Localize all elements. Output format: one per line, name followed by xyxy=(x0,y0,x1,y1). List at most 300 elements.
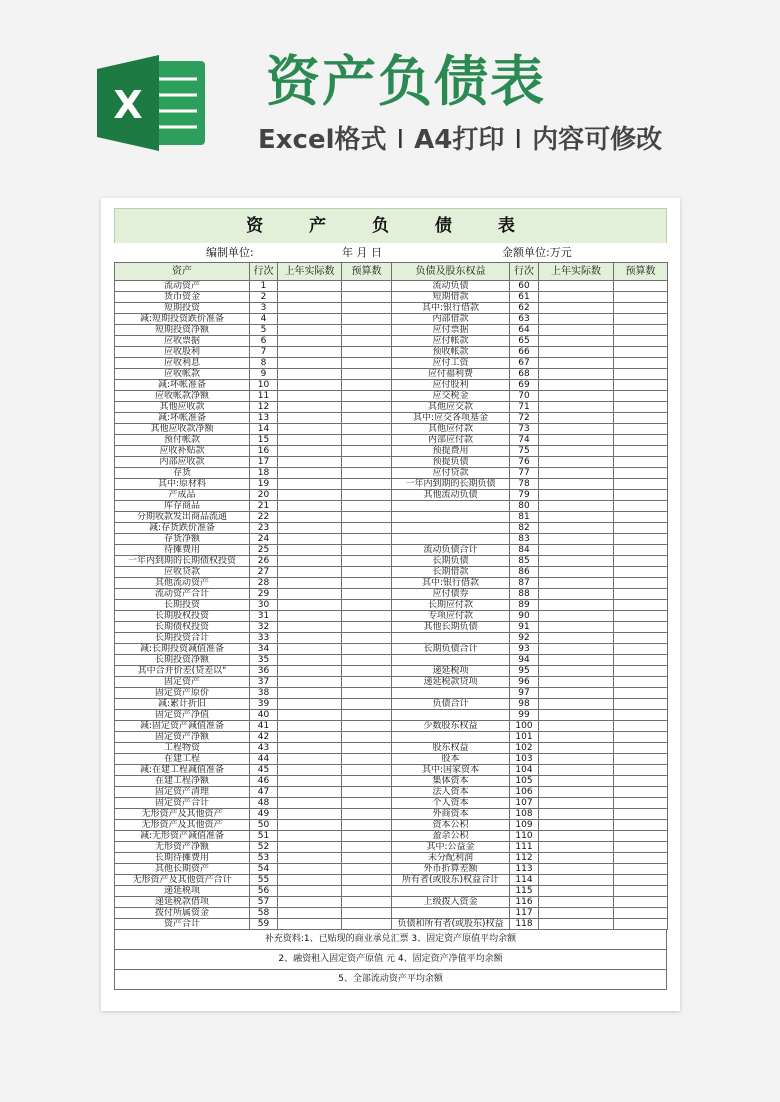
asset-prior-year-cell xyxy=(278,512,342,523)
asset-line-no-cell: 4 xyxy=(250,314,278,325)
asset-line-no-cell: 30 xyxy=(250,600,278,611)
liability-line-no-cell: 113 xyxy=(510,864,539,875)
liability-budget-cell xyxy=(614,721,668,732)
asset-prior-year-cell xyxy=(278,545,342,556)
asset-line-no-cell: 8 xyxy=(250,358,278,369)
liability-prior-year-cell xyxy=(539,347,614,358)
table-row xyxy=(115,875,668,886)
liability-prior-year-cell xyxy=(539,699,614,710)
liability-line-no-cell: 108 xyxy=(510,809,539,820)
liability-budget-cell xyxy=(614,556,668,567)
liability-budget-cell xyxy=(614,886,668,897)
asset-line-no-cell: 54 xyxy=(250,864,278,875)
liability-name-cell xyxy=(392,908,510,919)
asset-name-cell: 应收帐款 xyxy=(115,369,250,380)
liability-prior-year-cell xyxy=(539,457,614,468)
asset-name-cell: 固定资产清理 xyxy=(115,787,250,798)
header-budget: 预算数 xyxy=(614,263,668,281)
liability-prior-year-cell xyxy=(539,424,614,435)
liability-line-no-cell: 117 xyxy=(510,908,539,919)
liability-budget-cell xyxy=(614,710,668,721)
asset-budget-cell xyxy=(342,743,392,754)
liability-name-cell: 资本公积 xyxy=(392,820,510,831)
liability-line-no-cell: 104 xyxy=(510,765,539,776)
asset-budget-cell xyxy=(342,611,392,622)
asset-name-cell: 短期投资 xyxy=(115,303,250,314)
asset-prior-year-cell xyxy=(278,908,342,919)
liability-prior-year-cell xyxy=(539,490,614,501)
liability-name-cell: 长期负债 xyxy=(392,556,510,567)
asset-budget-cell xyxy=(342,347,392,358)
table-row xyxy=(115,534,668,545)
asset-name-cell: 在建工程净额 xyxy=(115,776,250,787)
table-row xyxy=(115,325,668,336)
liability-prior-year-cell xyxy=(539,875,614,886)
table-row xyxy=(115,919,668,930)
table-row xyxy=(115,402,668,413)
asset-prior-year-cell xyxy=(278,864,342,875)
asset-line-no-cell: 14 xyxy=(250,424,278,435)
asset-budget-cell xyxy=(342,831,392,842)
asset-budget-cell xyxy=(342,303,392,314)
liability-line-no-cell: 95 xyxy=(510,666,539,677)
asset-name-cell: 减:固定资产减值准备 xyxy=(115,721,250,732)
liability-name-cell: 少数股东权益 xyxy=(392,721,510,732)
liability-prior-year-cell xyxy=(539,831,614,842)
liability-name-cell: 内部应付款 xyxy=(392,435,510,446)
asset-line-no-cell: 26 xyxy=(250,556,278,567)
liability-name-cell: 长期负债合计 xyxy=(392,644,510,655)
liability-name-cell: 长期应付款 xyxy=(392,600,510,611)
table-row xyxy=(115,831,668,842)
asset-budget-cell xyxy=(342,435,392,446)
asset-line-no-cell: 43 xyxy=(250,743,278,754)
liability-name-cell: 负债和所有者(或股东)权益 xyxy=(392,919,510,930)
asset-name-cell: 其他流动资产 xyxy=(115,578,250,589)
separator: I xyxy=(396,125,405,155)
table-row xyxy=(115,336,668,347)
asset-name-cell: 库存商品 xyxy=(115,501,250,512)
asset-line-no-cell: 33 xyxy=(250,633,278,644)
asset-budget-cell xyxy=(342,589,392,600)
asset-line-no-cell: 20 xyxy=(250,490,278,501)
asset-name-cell: 长期投资 xyxy=(115,600,250,611)
asset-prior-year-cell xyxy=(278,754,342,765)
liability-name-cell: 未分配利润 xyxy=(392,853,510,864)
liability-name-cell: 短期借款 xyxy=(392,292,510,303)
asset-line-no-cell: 6 xyxy=(250,336,278,347)
liability-prior-year-cell xyxy=(539,479,614,490)
liability-line-no-cell: 118 xyxy=(510,919,539,930)
asset-budget-cell xyxy=(342,545,392,556)
liability-name-cell: 股东权益 xyxy=(392,743,510,754)
table-row xyxy=(115,765,668,776)
asset-line-no-cell: 16 xyxy=(250,446,278,457)
liability-name-cell: 一年内到期的长期负债 xyxy=(392,479,510,490)
liability-budget-cell xyxy=(614,501,668,512)
liability-name-cell: 流动负债 xyxy=(392,281,510,292)
liability-budget-cell xyxy=(614,292,668,303)
asset-budget-cell xyxy=(342,798,392,809)
asset-prior-year-cell xyxy=(278,644,342,655)
liability-name-cell xyxy=(392,886,510,897)
supplementary-notes xyxy=(114,930,667,990)
asset-name-cell: 其中:原材料 xyxy=(115,479,250,490)
asset-prior-year-cell xyxy=(278,303,342,314)
liability-budget-cell xyxy=(614,864,668,875)
table-row xyxy=(115,281,668,292)
asset-budget-cell xyxy=(342,534,392,545)
liability-name-cell: 应付股利 xyxy=(392,380,510,391)
liability-name-cell: 外币折算差额 xyxy=(392,864,510,875)
liability-name-cell xyxy=(392,633,510,644)
liability-line-no-cell: 111 xyxy=(510,842,539,853)
liability-prior-year-cell xyxy=(539,468,614,479)
asset-budget-cell xyxy=(342,875,392,886)
asset-name-cell: 应收贷款 xyxy=(115,567,250,578)
excel-logo-icon xyxy=(97,55,209,151)
table-row xyxy=(115,820,668,831)
asset-name-cell: 减:坏帐准备 xyxy=(115,380,250,391)
liability-prior-year-cell xyxy=(539,534,614,545)
liability-line-no-cell: 70 xyxy=(510,391,539,402)
asset-budget-cell xyxy=(342,710,392,721)
asset-line-no-cell: 49 xyxy=(250,809,278,820)
asset-line-no-cell: 25 xyxy=(250,545,278,556)
table-row xyxy=(115,710,668,721)
liability-budget-cell xyxy=(614,347,668,358)
liability-name-cell: 内部借款 xyxy=(392,314,510,325)
liability-prior-year-cell xyxy=(539,600,614,611)
asset-prior-year-cell xyxy=(278,523,342,534)
liability-line-no-cell: 89 xyxy=(510,600,539,611)
liability-line-no-cell: 84 xyxy=(510,545,539,556)
liability-prior-year-cell xyxy=(539,501,614,512)
liability-prior-year-cell xyxy=(539,567,614,578)
asset-name-cell: 递延税项 xyxy=(115,886,250,897)
asset-prior-year-cell xyxy=(278,809,342,820)
liability-prior-year-cell xyxy=(539,325,614,336)
asset-name-cell: 货币资金 xyxy=(115,292,250,303)
table-row xyxy=(115,446,668,457)
asset-prior-year-cell xyxy=(278,567,342,578)
table-row xyxy=(115,853,668,864)
table-row xyxy=(115,468,668,479)
liability-budget-cell xyxy=(614,589,668,600)
asset-prior-year-cell xyxy=(278,765,342,776)
asset-budget-cell xyxy=(342,886,392,897)
liability-line-no-cell: 105 xyxy=(510,776,539,787)
liability-budget-cell xyxy=(614,677,668,688)
liability-name-cell: 递延税项 xyxy=(392,666,510,677)
liability-budget-cell xyxy=(614,303,668,314)
asset-budget-cell xyxy=(342,622,392,633)
asset-budget-cell xyxy=(342,380,392,391)
liability-prior-year-cell xyxy=(539,809,614,820)
table-row xyxy=(115,424,668,435)
asset-name-cell: 应收帐款净额 xyxy=(115,391,250,402)
liability-name-cell: 法人资本 xyxy=(392,787,510,798)
asset-budget-cell xyxy=(342,655,392,666)
liability-name-cell: 应付福利费 xyxy=(392,369,510,380)
liability-name-cell: 递延税款贷项 xyxy=(392,677,510,688)
liability-budget-cell xyxy=(614,391,668,402)
asset-prior-year-cell xyxy=(278,413,342,424)
liability-prior-year-cell xyxy=(539,743,614,754)
asset-name-cell: 流动资产 xyxy=(115,281,250,292)
asset-budget-cell xyxy=(342,413,392,424)
asset-prior-year-cell xyxy=(278,380,342,391)
table-row xyxy=(115,864,668,875)
liability-prior-year-cell xyxy=(539,732,614,743)
asset-line-no-cell: 35 xyxy=(250,655,278,666)
asset-prior-year-cell xyxy=(278,787,342,798)
asset-prior-year-cell xyxy=(278,479,342,490)
asset-budget-cell xyxy=(342,556,392,567)
asset-name-cell: 无形资产及其他资产 xyxy=(115,809,250,820)
banner xyxy=(0,0,780,195)
liability-line-no-cell: 76 xyxy=(510,457,539,468)
liability-line-no-cell: 92 xyxy=(510,633,539,644)
liability-budget-cell xyxy=(614,314,668,325)
liability-name-cell: 专项应付款 xyxy=(392,611,510,622)
liability-line-no-cell: 102 xyxy=(510,743,539,754)
document-sheet xyxy=(101,198,680,1011)
liability-budget-cell xyxy=(614,380,668,391)
asset-prior-year-cell xyxy=(278,347,342,358)
asset-line-no-cell: 28 xyxy=(250,578,278,589)
liability-prior-year-cell xyxy=(539,358,614,369)
liability-line-no-cell: 88 xyxy=(510,589,539,600)
asset-line-no-cell: 36 xyxy=(250,666,278,677)
liability-budget-cell xyxy=(614,633,668,644)
liability-name-cell: 长期借款 xyxy=(392,567,510,578)
liability-line-no-cell: 107 xyxy=(510,798,539,809)
asset-budget-cell xyxy=(342,479,392,490)
table-row xyxy=(115,292,668,303)
asset-prior-year-cell xyxy=(278,578,342,589)
liability-budget-cell xyxy=(614,699,668,710)
asset-budget-cell xyxy=(342,699,392,710)
table-row xyxy=(115,897,668,908)
liability-budget-cell xyxy=(614,534,668,545)
table-row xyxy=(115,556,668,567)
asset-budget-cell xyxy=(342,325,392,336)
liability-prior-year-cell xyxy=(539,622,614,633)
asset-budget-cell xyxy=(342,633,392,644)
asset-budget-cell xyxy=(342,864,392,875)
liability-name-cell: 所有者(或股东)权益合计 xyxy=(392,875,510,886)
liability-line-no-cell: 68 xyxy=(510,369,539,380)
asset-name-cell: 减:长期投资减值准备 xyxy=(115,644,250,655)
asset-prior-year-cell xyxy=(278,490,342,501)
table-row xyxy=(115,908,668,919)
asset-budget-cell xyxy=(342,754,392,765)
asset-name-cell: 分期收款发出商品流通 xyxy=(115,512,250,523)
liability-budget-cell xyxy=(614,622,668,633)
asset-prior-year-cell xyxy=(278,655,342,666)
asset-budget-cell xyxy=(342,908,392,919)
liability-line-no-cell: 103 xyxy=(510,754,539,765)
asset-budget-cell xyxy=(342,523,392,534)
asset-line-no-cell: 9 xyxy=(250,369,278,380)
asset-budget-cell xyxy=(342,446,392,457)
asset-line-no-cell: 23 xyxy=(250,523,278,534)
liability-budget-cell xyxy=(614,479,668,490)
asset-name-cell: 减:坏帐准备 xyxy=(115,413,250,424)
liability-budget-cell xyxy=(614,446,668,457)
liability-budget-cell xyxy=(614,490,668,501)
asset-prior-year-cell xyxy=(278,721,342,732)
asset-name-cell: 无形资产及其他资产合计 xyxy=(115,875,250,886)
liability-name-cell: 应付帐款 xyxy=(392,336,510,347)
liability-line-no-cell: 93 xyxy=(510,644,539,655)
liability-line-no-cell: 85 xyxy=(510,556,539,567)
asset-name-cell: 减:无形资产减值准备 xyxy=(115,831,250,842)
liability-prior-year-cell xyxy=(539,666,614,677)
asset-prior-year-cell xyxy=(278,710,342,721)
liability-line-no-cell: 101 xyxy=(510,732,539,743)
subtitle xyxy=(258,124,662,156)
liability-line-no-cell: 116 xyxy=(510,897,539,908)
asset-line-no-cell: 19 xyxy=(250,479,278,490)
asset-line-no-cell: 31 xyxy=(250,611,278,622)
liability-budget-cell xyxy=(614,831,668,842)
liability-name-cell xyxy=(392,523,510,534)
asset-line-no-cell: 29 xyxy=(250,589,278,600)
liability-prior-year-cell xyxy=(539,512,614,523)
asset-budget-cell xyxy=(342,501,392,512)
liability-prior-year-cell xyxy=(539,611,614,622)
liability-budget-cell xyxy=(614,897,668,908)
asset-budget-cell xyxy=(342,721,392,732)
header-prior-year: 上年实际数 xyxy=(278,263,342,281)
editable-text: 内容可修改 xyxy=(532,125,663,155)
liability-line-no-cell: 65 xyxy=(510,336,539,347)
asset-name-cell: 在建工程 xyxy=(115,754,250,765)
liability-budget-cell xyxy=(614,523,668,534)
liability-name-cell: 应交税金 xyxy=(392,391,510,402)
asset-line-no-cell: 22 xyxy=(250,512,278,523)
liability-name-cell: 盈余公积 xyxy=(392,831,510,842)
asset-line-no-cell: 34 xyxy=(250,644,278,655)
asset-line-no-cell: 13 xyxy=(250,413,278,424)
liability-name-cell: 其中:应交各项基金 xyxy=(392,413,510,424)
liability-name-cell: 负债合计 xyxy=(392,699,510,710)
liability-prior-year-cell xyxy=(539,776,614,787)
asset-name-cell: 应收利息 xyxy=(115,358,250,369)
asset-budget-cell xyxy=(342,853,392,864)
asset-name-cell: 其他应收款净额 xyxy=(115,424,250,435)
balance-table xyxy=(114,262,668,930)
liability-prior-year-cell xyxy=(539,787,614,798)
liability-budget-cell xyxy=(614,655,668,666)
liability-line-no-cell: 97 xyxy=(510,688,539,699)
asset-name-cell: 固定资产净值 xyxy=(115,710,250,721)
liability-prior-year-cell xyxy=(539,314,614,325)
liability-prior-year-cell xyxy=(539,380,614,391)
asset-budget-cell xyxy=(342,600,392,611)
asset-name-cell: 长期债权投资 xyxy=(115,622,250,633)
header-line-no: 行次 xyxy=(250,263,278,281)
liability-line-no-cell: 61 xyxy=(510,292,539,303)
asset-name-cell: 其他应收款 xyxy=(115,402,250,413)
asset-line-no-cell: 57 xyxy=(250,897,278,908)
asset-name-cell: 减:存货跌价准备 xyxy=(115,523,250,534)
liability-prior-year-cell xyxy=(539,842,614,853)
table-row xyxy=(115,479,668,490)
asset-name-cell: 长期投资合计 xyxy=(115,633,250,644)
liability-budget-cell xyxy=(614,600,668,611)
asset-name-cell: 流动资产合计 xyxy=(115,589,250,600)
liability-name-cell: 预提负债 xyxy=(392,457,510,468)
liability-line-no-cell: 112 xyxy=(510,853,539,864)
liability-prior-year-cell xyxy=(539,292,614,303)
asset-line-no-cell: 32 xyxy=(250,622,278,633)
liability-line-no-cell: 72 xyxy=(510,413,539,424)
asset-prior-year-cell xyxy=(278,424,342,435)
liability-name-cell: 应付票据 xyxy=(392,325,510,336)
liability-prior-year-cell xyxy=(539,710,614,721)
asset-prior-year-cell xyxy=(278,325,342,336)
asset-prior-year-cell xyxy=(278,446,342,457)
liability-prior-year-cell xyxy=(539,721,614,732)
asset-prior-year-cell xyxy=(278,589,342,600)
liability-budget-cell xyxy=(614,875,668,886)
table-row xyxy=(115,677,668,688)
liability-prior-year-cell xyxy=(539,413,614,424)
asset-budget-cell xyxy=(342,666,392,677)
table-row xyxy=(115,666,668,677)
asset-name-cell: 其中合并价差(贷差以" xyxy=(115,666,250,677)
asset-prior-year-cell xyxy=(278,820,342,831)
liability-prior-year-cell xyxy=(539,402,614,413)
liability-prior-year-cell xyxy=(539,919,614,930)
asset-budget-cell xyxy=(342,402,392,413)
liability-line-no-cell: 66 xyxy=(510,347,539,358)
liability-budget-cell xyxy=(614,644,668,655)
liability-prior-year-cell xyxy=(539,336,614,347)
liability-name-cell xyxy=(392,534,510,545)
asset-name-cell: 固定资产合计 xyxy=(115,798,250,809)
asset-prior-year-cell xyxy=(278,875,342,886)
separator: I xyxy=(514,125,523,155)
liability-budget-cell xyxy=(614,512,668,523)
asset-budget-cell xyxy=(342,820,392,831)
liability-prior-year-cell xyxy=(539,677,614,688)
liability-line-no-cell: 74 xyxy=(510,435,539,446)
asset-line-no-cell: 44 xyxy=(250,754,278,765)
table-row xyxy=(115,809,668,820)
format-text: Excel格式 xyxy=(258,125,387,155)
asset-budget-cell xyxy=(342,919,392,930)
table-row xyxy=(115,501,668,512)
table-row xyxy=(115,314,668,325)
asset-name-cell: 减:累计折旧 xyxy=(115,699,250,710)
asset-prior-year-cell xyxy=(278,369,342,380)
liability-budget-cell xyxy=(614,743,668,754)
asset-budget-cell xyxy=(342,688,392,699)
liability-budget-cell xyxy=(614,435,668,446)
table-header-row xyxy=(115,263,668,281)
asset-prior-year-cell xyxy=(278,666,342,677)
liability-name-cell: 其他应付款 xyxy=(392,424,510,435)
liability-line-no-cell: 87 xyxy=(510,578,539,589)
liability-prior-year-cell xyxy=(539,545,614,556)
liability-line-no-cell: 115 xyxy=(510,886,539,897)
liability-prior-year-cell xyxy=(539,446,614,457)
table-row xyxy=(115,369,668,380)
